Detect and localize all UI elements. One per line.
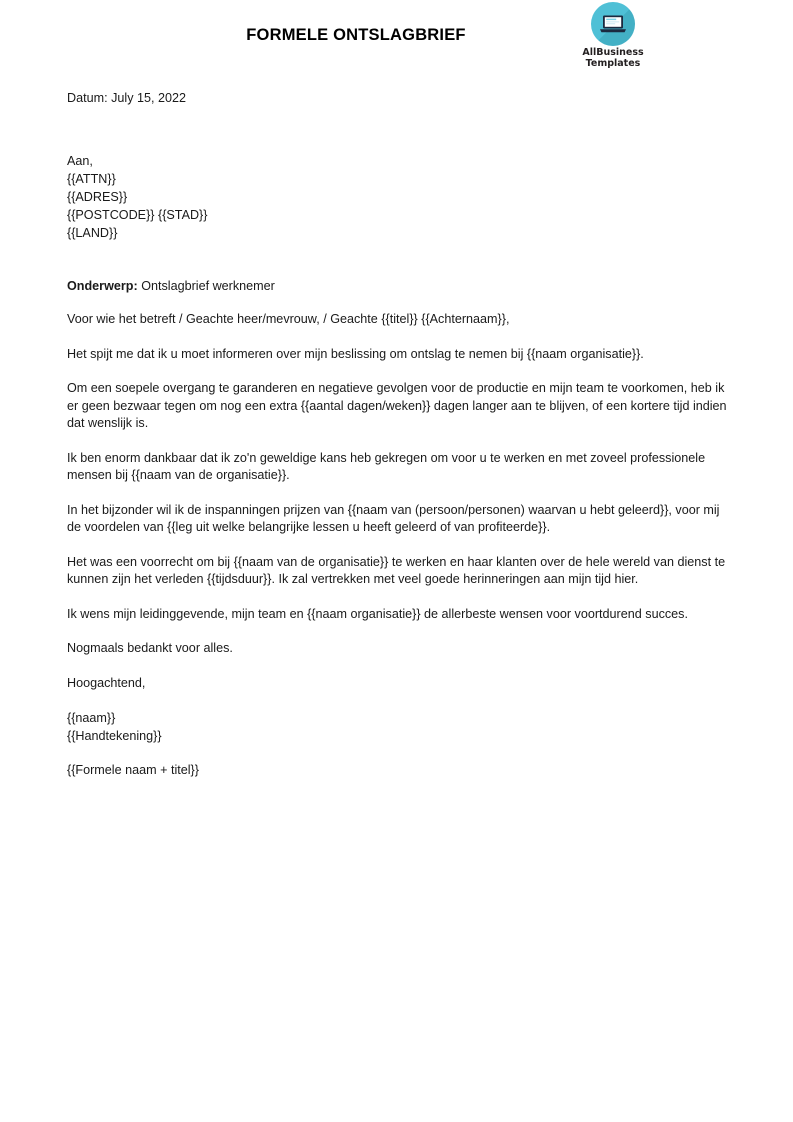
date-line: Datum: July 15, 2022 <box>67 91 187 105</box>
page-title: FORMELE ONTSLAGBRIEF <box>246 26 466 44</box>
paragraph-4: In het bijzonder wil ik de inspanningen prijzen van {{naam van (persoon/personen) waarvan u hebt geleerd}}, voor mij de voordelen van {{leg uit welke belangrijke lessen u heeft geleerd of van profiteerde}}. <box>67 502 720 534</box>
greeting-line: Voor wie het betreft / Geachte heer/mevrouw, / Geachte {{titel}} {{Achternaam}}, <box>67 312 510 326</box>
formal-name-title: {{Formele naam + titel}} <box>67 763 199 777</box>
document-header <box>0 0 793 80</box>
subject-line <box>67 278 732 296</box>
subject-label: Onderwerp: <box>67 278 138 293</box>
signature-block <box>67 709 732 745</box>
paragraph-3: Ik ben enorm dankbaar dat ik zo'n geweldige kans heb gekregen om voor u te werken en met zoveel professionele mensen bij {{naam van de organisatie}}. <box>67 450 706 482</box>
letter-body <box>67 90 732 779</box>
paragraph-7: Nogmaals bedankt voor alles. <box>67 641 233 655</box>
spacer-after-subject <box>67 295 732 311</box>
spacer-after-date <box>67 108 732 152</box>
address-salutation: Aan, <box>67 153 93 168</box>
address-line-attn: {{ATTN}} <box>67 171 116 186</box>
paragraph-5: Het was een voorrecht om bij {{naam van de organisatie}} te werken en haar klanten over de hele wereld van dienst te kunnen zijn het verleden {{tijdsduur}}. Ik zal vertrekken met veel goede herinneringen aan mijn tijd hier. <box>67 554 726 586</box>
logo-brand-line-2: Templates <box>585 58 641 69</box>
logo-circle <box>591 2 635 46</box>
spacer-after-address <box>67 242 732 278</box>
signature-name: {{naam}} <box>67 711 116 725</box>
recipient-address-block <box>67 152 732 242</box>
signature-handwritten: {{Handtekening}} <box>67 729 162 743</box>
logo-brand-line-1: AllBusiness <box>582 47 644 58</box>
address-line-country: {{LAND}} <box>67 225 118 240</box>
subject-value: Ontslagbrief werknemer <box>141 278 275 293</box>
allbusiness-templates-logo[interactable] <box>572 2 654 69</box>
paragraph-1: Het spijt me dat ik u moet informeren over mijn beslissing om ontslag te nemen bij {{naam organisatie}}. <box>67 346 644 361</box>
closing-salutation: Hoogachtend, <box>67 675 146 690</box>
logo-brand-text <box>572 47 654 69</box>
paragraph-6: Ik wens mijn leidinggevende, mijn team en {{naam organisatie}} de allerbeste wensen voor voortdurend succes. <box>67 606 688 621</box>
address-line-street: {{ADRES}} <box>67 189 128 204</box>
laptop-icon <box>598 13 628 35</box>
spacer-after-signature <box>67 745 732 761</box>
paragraph-2: Om een soepele overgang te garanderen en negatieve gevolgen voor de productie en mijn team te voorkomen, heb ik er geen bezwaar tegen om nog een extra {{aantal dagen/weken}} dagen langer aan te blijven, of een kortere tijd indien dat wenslijk is. <box>67 381 727 430</box>
address-line-postcode-city: {{POSTCODE}} {{STAD}} <box>67 207 208 222</box>
